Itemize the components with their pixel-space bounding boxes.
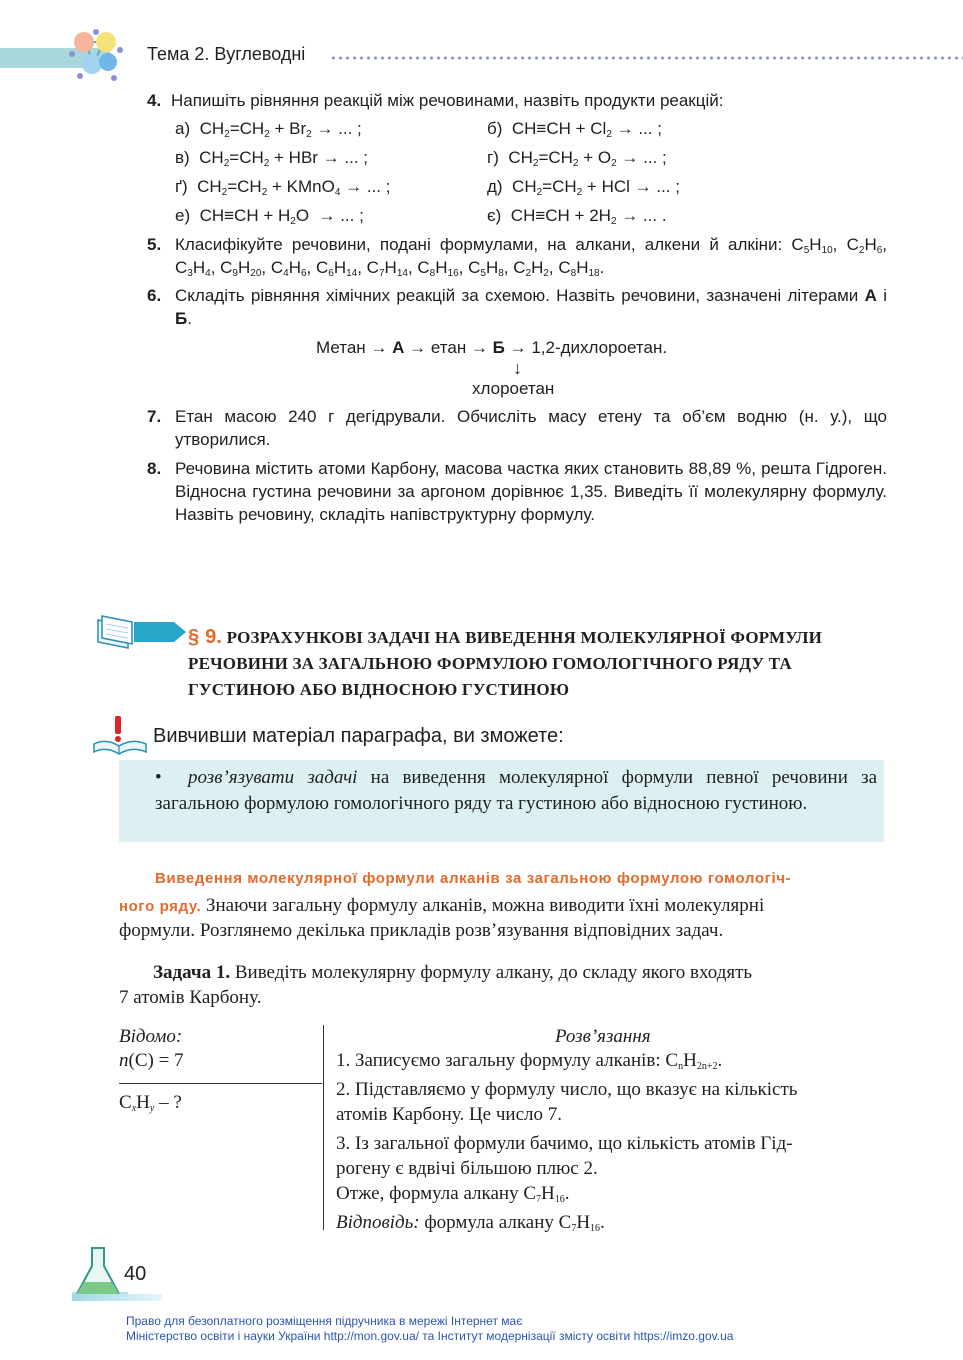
therefore-row: Отже, формула алкану $C_7H_{16}$. [336,1183,570,1205]
given-value-row: n(C) = 7 [119,1050,184,1071]
answer-text: формула алкану [424,1212,554,1233]
conjunction: і [883,286,887,305]
exercise-number: 8. [147,459,162,478]
down-arrow-icon: ↓ [513,358,522,378]
step-1-text: 1. Записуємо загальну формулу алканів: [336,1050,661,1071]
lead-line-1: Виведення молекулярної формули алканів за загальною формулою гомологіч- [155,870,792,887]
find-suffix: – ? [159,1092,182,1113]
para-text-1: Знаючи загальну формулу алканів, можна виводити їхні молекулярні [205,895,765,916]
exercise-text: Класифікуйте речовини, подані формулами, на алкани, алкени й алкіни: [175,235,783,254]
paragraph-line-2 [119,893,885,920]
molecule-logo-icon [64,28,128,84]
exercise-number: 4. [147,91,162,110]
scheme-item: етан [430,338,467,357]
option-label: є) [487,206,502,225]
exercise-number: 7. [147,407,162,426]
goal-bullet [155,765,877,817]
step-2a: 2. Підставляємо у формулу число, що вказує на кількість [336,1079,798,1100]
exercise-text: Речовина містить атоми Карбону, масова частка яких становить 88,89 %, решта Гідроген. Відносна густина речовини за аргоном дорівнює 1,35. Виведіть її молекулярну формулу. Назвіть речовину, складіть напівструктурну формулу. [175,459,887,524]
paragraph-lead [155,870,885,888]
exercise-text: Напишіть рівняння реакцій між речовинами, назвіть продукти реакцій: [171,91,724,110]
exercise-text: Етан масою 240 г дегідрували. Обчисліть масу етену та об’єм водню (н. у.), що утворилися. [175,407,887,449]
section-title: РОЗРАХУНКОВІ ЗАДАЧІ НА ВИВЕДЕННЯ МОЛЕКУЛЯРНОЇ ФОРМУЛИ РЕЧОВИНИ ЗА ЗАГАЛЬНОЮ ФОРМУЛОЮ ГОМОЛОГІЧНОГО РЯДУ ТА ГУСТИНОЮ АБО ВІДНОСНОЮ ГУСТИНОЮ [188,628,823,699]
letter-a: А [864,286,877,305]
footer-line-2: Міністерство освіти і науки України http://mon.gov.ua/ та Інститут модернізації змісту освіти https://imzo.gov.ua [126,1329,734,1343]
goal-text: на виведення молекулярної формули певної речовини за загальною формулою гомологічного ряду та густиною або відносною густиною. [155,767,878,814]
option-label: г) [487,148,499,167]
bullet-marker: • [155,767,189,788]
solution-header: Розв’язання [555,1026,651,1047]
answer-row: Відповідь: формула алкану $C_7H_{16}$. [336,1212,605,1234]
para-text-2: формули. Розглянемо декілька прикладів розв’язування відповідних задач. [119,920,724,941]
given-value: = 7 [158,1050,184,1071]
task-1-line-1 [153,960,885,986]
reaction-scheme: Метан → А → етан → Б → 1,2-дихлороетан. [316,338,668,357]
given-divider [119,1083,322,1084]
option-label: ґ) [175,177,188,196]
scheme-item: 1,2-дихлороетан. [531,338,668,357]
exercise-text: Складіть рівняння хімічних реакцій за схемою. Назвіть речовини, зазначені літерами [175,286,859,305]
option-label: е) [175,206,191,225]
goal-emphasis: розв’язувати задачі [188,767,358,788]
scheme-letter-a: А [392,338,405,357]
step-2b: атомів Карбону. Це число 7. [336,1104,562,1125]
option-label: б) [487,119,503,138]
exercise-7 [147,405,887,453]
exercise-8 [147,457,887,551]
solution-divider [323,1025,324,1230]
section-heading [188,624,878,703]
page-number-bar [72,1294,162,1301]
task-label: Задача 1. [153,962,231,983]
step-3b: рогену є вдвічі більшою плюс 2. [336,1158,598,1179]
letter-b: Б [175,309,188,328]
exercise-4 [147,89,887,113]
task-text-2: 7 атомів Карбону. [119,987,262,1008]
book-icon [94,612,186,652]
scheme-item: Метан [316,338,366,357]
goals-intro: Вивчивши матеріал параграфа, ви зможете: [153,725,564,747]
therefore-text: Отже, формула алкану [336,1183,519,1204]
exercise-5: 5. Класифікуйте речовини, подані формулами, на алкани, алкени й алкіни: $C_5H_{10}$, $C_2H_6$, $C_3H_4$, $C_9H_{20}$, $C_4H_6$, $C_6H_{14}$, $C_7H_{14}$, $C_8H_{16}$, $C_5H_8$, $C_2H_2$, $C_8H_{18}$. [147,235,888,279]
footer-line-1: Право для безоплатного розміщення підручника в мережі Інтернет має [126,1314,523,1328]
option-label: а) [175,119,191,138]
lead-line-2: ного ряду. [119,898,202,915]
step-1: 1. Записуємо загальну формулу алканів: $C_nH_{2n+2}$. [336,1050,723,1072]
section-number: § 9. [188,626,223,648]
scheme-letter-b: Б [492,338,505,357]
exercise-6: 6. Складіть рівняння хімічних реакцій за схемою. Назвіть речовини, зазначені літерами А і Б. [147,286,887,328]
answer-label: Відповідь: [336,1212,420,1233]
step-3a: 3. Із загальної формули бачимо, що кількість атомів Гід- [336,1133,793,1154]
given-label: Відомо: [119,1026,183,1047]
option-label: д) [487,177,503,196]
page-number: 40 [124,1263,147,1285]
option-label: в) [175,148,190,167]
header-dotted-line [330,56,963,60]
task-text-1: Виведіть молекулярну формулу алкану, до складу якого входять [234,962,753,983]
chapter-title: Тема 2. Вуглеводні [147,44,306,64]
exercise-number: 5. [147,235,162,254]
scheme-branch: хлороетан [472,379,555,398]
exercise-number: 6. [147,286,162,305]
reaction-options: а) $CH_2=CH_2 + Br_2$ → ... ; б) $CH\equiv CH + Cl_2$ → ... ; в) $CH_2=CH_2$ + HBr → ... ; г) $CH_2=CH_2 + O_2$ → ... ; ґ) $CH_2=CH_2$ + KMnO$_4$ → ... ; д) $CH_2=CH_2$ + HCl → ... ; е) $CH\equiv CH + H_2O$ → ... ; є) $CH\equiv CH + 2H_2$ → ... . [175,119,680,227]
find-row: $C_xH_y$ – ? [119,1092,182,1114]
open-book-alert-icon [92,714,148,756]
